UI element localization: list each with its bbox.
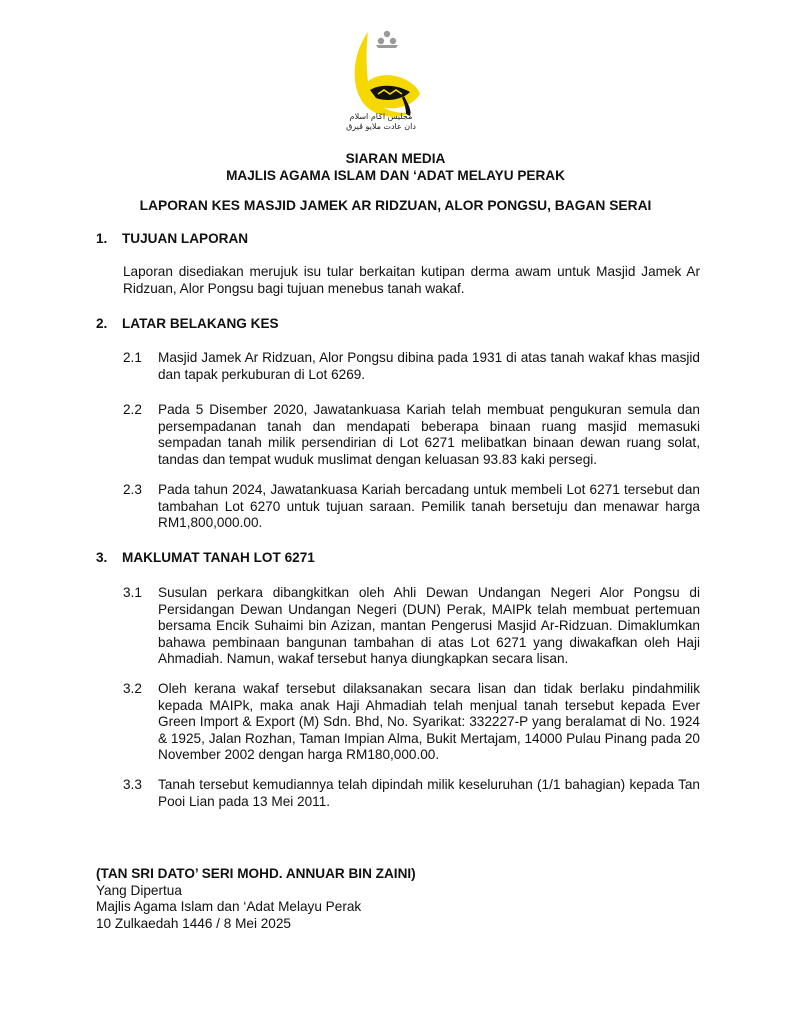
signatory-organization: Majlis Agama Islam dan ‘Adat Melayu Perak bbox=[96, 899, 362, 914]
heading-line-2: MAJLIS AGAMA ISLAM DAN ‘ADAT MELAYU PERAK bbox=[226, 168, 565, 183]
logo-arabic-line-2: دان عادت ملايو ڤيرق bbox=[346, 122, 416, 131]
signatory-position: Yang Dipertua bbox=[96, 882, 182, 898]
item-number: 2.3 bbox=[123, 482, 142, 497]
section-1-heading bbox=[96, 231, 248, 248]
section-title: LATAR BELAKANG KES bbox=[122, 316, 279, 331]
item-text: Pada tahun 2024, Jawatankuasa Kariah bercadang untuk membeli Lot 6271 tersebut dan tambahan Lot 6270 untuk tujuan saraan. Pemilik tanah bersetuju dan menawar harga RM1,800,000.00. bbox=[158, 482, 700, 530]
logo-arabic-line-1: مجليس اݢام اسلام bbox=[349, 112, 413, 121]
section-1-paragraph: Laporan disediakan merujuk isu tular berkaitan kutipan derma awam untuk Masjid Jamek Ar Ridzuan, Alor Pongsu bagi tujuan menebus tanah wakaf. bbox=[123, 264, 700, 296]
item-number: 2.2 bbox=[123, 402, 142, 417]
section-2-heading bbox=[96, 316, 279, 333]
item-number: 3.2 bbox=[123, 681, 142, 696]
item-number: 2.1 bbox=[123, 350, 142, 365]
section-title: MAKLUMAT TANAH LOT 6271 bbox=[122, 550, 315, 565]
item-number: 3.3 bbox=[123, 777, 142, 792]
item-number: 3.1 bbox=[123, 585, 142, 600]
document-date: 10 Zulkaedah 1446 / 8 Mei 2025 bbox=[96, 915, 291, 931]
section-3-heading bbox=[96, 550, 315, 567]
section-title: TUJUAN LAPORAN bbox=[122, 231, 249, 246]
signature-block bbox=[96, 866, 416, 932]
section-number: 3. bbox=[96, 550, 108, 565]
item-text: Masjid Jamek Ar Ridzuan, Alor Pongsu dibina pada 1931 di atas tanah wakaf khas masjid dan tapak perkuburan di Lot 6269. bbox=[158, 350, 700, 382]
item-text: Tanah tersebut kemudiannya telah dipindah milik keseluruhan (1/1 bahagian) kepada Tan Pooi Lian pada 13 Mei 2011. bbox=[158, 777, 700, 809]
section-number: 1. bbox=[96, 231, 108, 246]
section-number: 2. bbox=[96, 316, 108, 331]
report-title: LAPORAN KES MASJID JAMEK AR RIDZUAN, ALOR PONGSU, BAGAN SERAI bbox=[139, 198, 652, 213]
item-text: Susulan perkara dibangkitkan oleh Ahli Dewan Undangan Negeri Alor Pongsu di Persidangan Dewan Undangan Negeri (DUN) Perak, MAIPk telah membuat pertemuan bersama Encik Suhaimi bin Azizan, mantan Pengerusi Masjid Ar-Ridzuan. Dimaklumkan bahawa pembinaan bangunan tambahan di atas Lot 6271 yang diwakafkan oleh Haji Ahmadiah. Namun, wakaf tersebut hanya diungkapkan secara lisan. bbox=[158, 585, 700, 666]
logo-arabic-text bbox=[342, 112, 420, 132]
heading-line-1: SIARAN MEDIA bbox=[345, 151, 446, 166]
item-text: Oleh kerana wakaf tersebut dilaksanakan secara lisan dan tidak berlaku pindahmilik kepada MAIPk, maka anak Haji Ahmadiah telah menjual tanah tersebut kepada Ever Green Import & Export (M) Sdn. Bhd, No. Syarikat: 332227-P yang beralamat di No. 1924 & 1925, Jalan Rozhan, Taman Impian Alma, Bukit Mertajam, 14000 Pulau Pinang pada 20 November 2002 dengan harga RM180,000.00. bbox=[158, 681, 700, 762]
signatory-name: (TAN SRI DATO’ SERI MOHD. ANNUAR BIN ZAINI) bbox=[96, 866, 416, 881]
item-text: Pada 5 Disember 2020, Jawatankuasa Kariah telah membuat pengukuran semula dan persempadanan tanah dan mendapati beberapa binaan ruang masjid memasuki sempadan tanah milik persendirian di Lot 6271 melibatkan binaan dewan ruang solat, tandas dan tempat wuduk muslimat dengan keluasan 93.83 kaki persegi. bbox=[158, 402, 700, 467]
press-heading bbox=[0, 150, 791, 184]
